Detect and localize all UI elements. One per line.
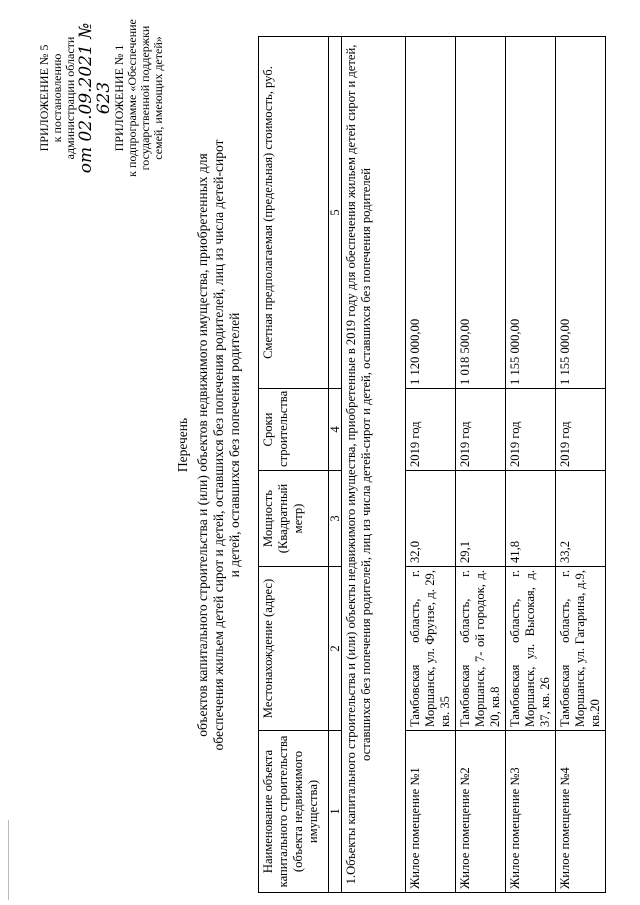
cell-address: Тамбовская область, г. Моршанск, ул. Гагарина, д.9, кв.20 [556, 567, 606, 731]
cell-term: 2019 год [556, 389, 606, 471]
cell-name: Жилое помещение №3 [506, 731, 556, 893]
col-number: 5 [329, 37, 342, 389]
header-cost: Сметная предполагаемая (предельная) стоимость, руб. [259, 37, 329, 389]
cell-area: 41,8 [506, 471, 556, 567]
header-term: Сроки строительства [259, 389, 329, 471]
resolution-reference: к постановлению администрации области [50, 36, 77, 160]
section-title: 1.Объекты капитального строительства и (или) объекты недвижимого имущества, приобретенные в 2019 году для обеспечения жильем детей сирот и детей, оставшихся без попечения родителей, лиц из числа детей-сирот и детей, оставшихся без попечения родителей [342, 37, 406, 893]
cell-term: 2019 год [406, 389, 456, 471]
scan-edge-mark [8, 820, 9, 900]
cell-cost: 1 155 000,00 [556, 37, 606, 389]
appendix-1-label: ПРИЛОЖЕНИЕ № 1 [112, 44, 126, 152]
cell-term: 2019 год [456, 389, 506, 471]
cell-cost: 1 120 000,00 [406, 37, 456, 389]
col-number: 1 [329, 731, 342, 893]
column-number-row [329, 37, 342, 893]
header-name: Наименование объекта капитального строительства (объекта недвижимого имущества) [259, 731, 329, 893]
table-row [506, 37, 556, 893]
header-address: Местонахождение (адрес) [259, 567, 329, 731]
cell-address: Тамбовская область, г. Моршанск, ул. Высокая, д. 37, кв. 26 [506, 567, 556, 731]
section-row [342, 37, 406, 893]
cell-term: 2019 год [506, 389, 556, 471]
cell-area: 29,1 [456, 471, 506, 567]
table-row [456, 37, 506, 893]
cell-area: 32,0 [406, 471, 456, 567]
appendix-label: ПРИЛОЖЕНИЕ № 5 [37, 44, 51, 152]
col-number: 2 [329, 567, 342, 731]
cell-address: Тамбовская область, г. Моршанск, 7- ой городок, д. 20, кв.8 [456, 567, 506, 731]
title-heading: Перечень [175, 417, 190, 473]
property-table [258, 36, 606, 893]
cell-name: Жилое помещение №1 [406, 731, 456, 893]
title-subtitle: объектов капитального строительства и (или) объектов недвижимого имущества, приобретенных для обеспечения жильем детей сирот и детей, оставшихся без попечения родителей, лиц из числа детей-сирот и детей, оставшихся без попечения родителей [195, 139, 242, 751]
handwritten-date-number: от 02.09.2021 № 623 [76, 22, 114, 174]
document-header [38, 13, 165, 183]
cell-area: 33,2 [556, 471, 606, 567]
table-row [556, 37, 606, 893]
cell-name: Жилое помещение №4 [556, 731, 606, 893]
cell-cost: 1 155 000,00 [506, 37, 556, 389]
subprogram-reference: к подпрограмме «Обеспечение государственной поддержки семей, имеющих детей» [125, 19, 165, 177]
cell-name: Жилое помещение №2 [456, 731, 506, 893]
col-number: 3 [329, 471, 342, 567]
document-title [175, 135, 243, 755]
header-area: Мощность (Квадратный метр) [259, 471, 329, 567]
table-header-row [259, 37, 329, 893]
col-number: 4 [329, 389, 342, 471]
cell-address: Тамбовская область, г. Моршанск, ул. Фрунзе, д. 29, кв. 35 [406, 567, 456, 731]
table-row [406, 37, 456, 893]
cell-cost: 1 018 500,00 [456, 37, 506, 389]
